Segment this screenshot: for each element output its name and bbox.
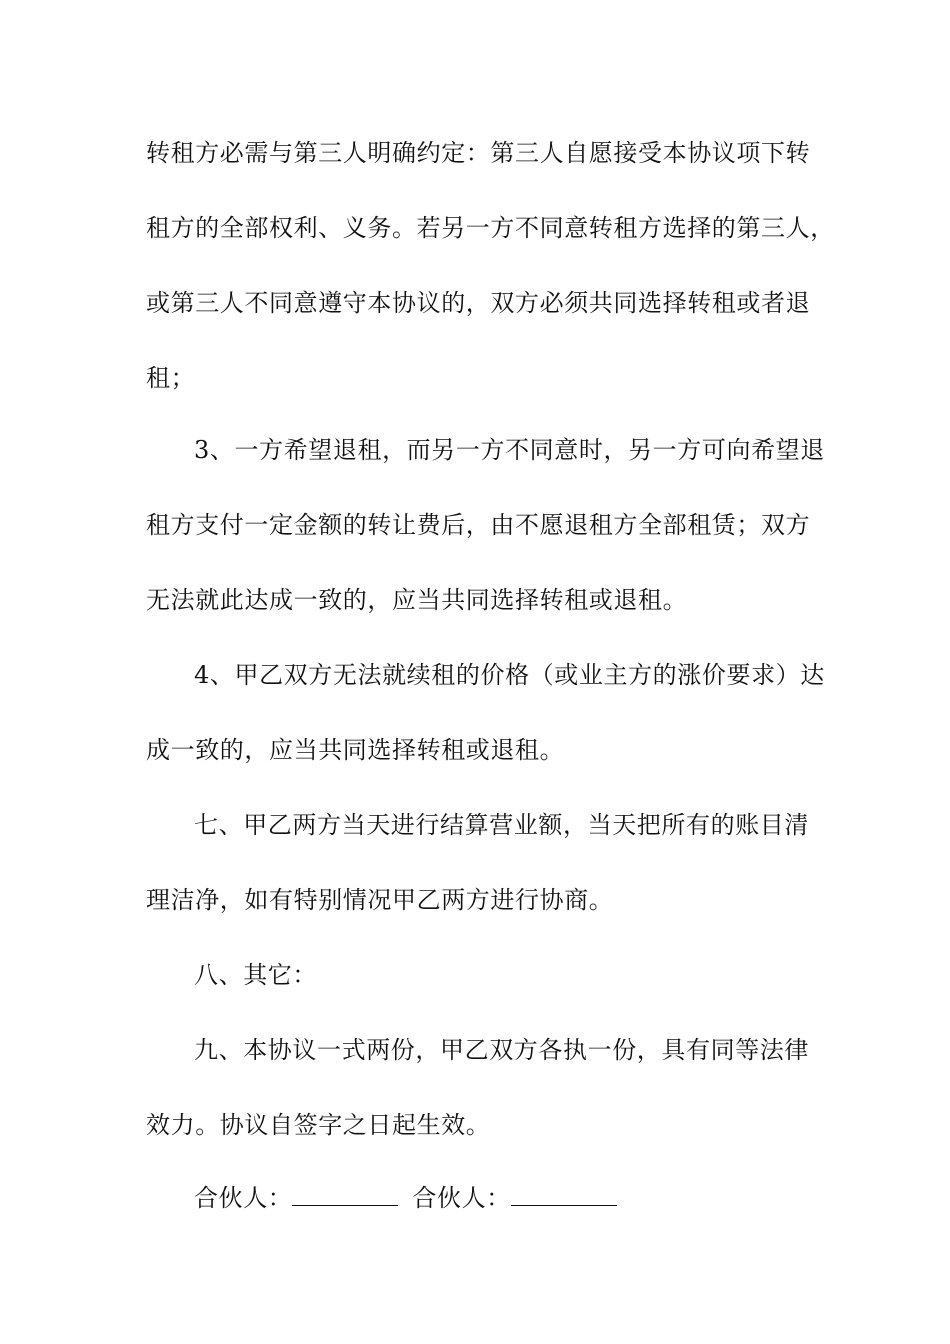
clause-3-line: 3、一方希望退租，而另一方不同意时，另一方可向希望退 bbox=[194, 436, 825, 464]
paragraph-line: 租方支付一定金额的转让费后，由不愿退租方全部租赁；双方 bbox=[146, 511, 811, 539]
paragraph-line: 效力。协议自签字之日起生效。 bbox=[146, 1111, 491, 1139]
section-8-heading: 八、其它： bbox=[194, 961, 317, 989]
partner-2-label: 合伙人： bbox=[412, 1184, 511, 1212]
signature-row bbox=[194, 1183, 631, 1213]
paragraph-line: 成一致的，应当共同选择转租或退租。 bbox=[146, 736, 565, 764]
clause-4-line: 4、甲乙双方无法就续租的价格（或业主方的涨价要求）达 bbox=[194, 661, 825, 689]
paragraph-line: 理洁净，如有特别情况甲乙两方进行协商。 bbox=[146, 886, 614, 914]
paragraph-line: 租； bbox=[146, 364, 196, 392]
paragraph-line: 无法就此达成一致的，应当共同选择转租或退租。 bbox=[146, 586, 688, 614]
paragraph-line: 或第三人不同意遵守本协议的，双方必须共同选择转租或者退 bbox=[146, 289, 811, 317]
partner-1-label: 合伙人： bbox=[194, 1184, 293, 1212]
paragraph-line: 转租方必需与第三人明确约定：第三人自愿接受本协议项下转 bbox=[146, 139, 811, 167]
section-7-line: 七、甲乙两方当天进行结算营业额，当天把所有的账目清 bbox=[194, 811, 809, 839]
partner-1-signature-blank bbox=[292, 1183, 398, 1206]
section-9-line: 九、本协议一式两份，甲乙双方各执一份，具有同等法律 bbox=[194, 1036, 809, 1064]
paragraph-line: 租方的全部权利、义务。若另一方不同意转租方选择的第三人， bbox=[146, 214, 835, 242]
partner-2-signature-blank bbox=[511, 1183, 617, 1206]
